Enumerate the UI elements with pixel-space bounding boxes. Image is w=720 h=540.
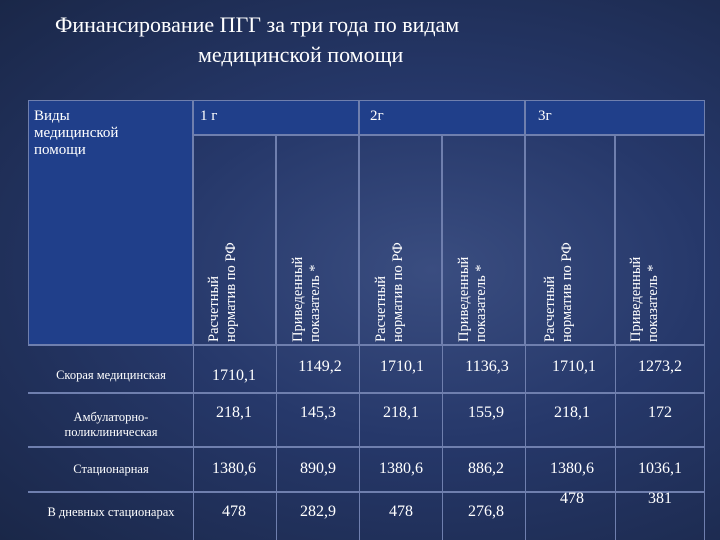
table-cell: 218,1 [216,404,252,421]
table-cell: 478 [222,503,246,520]
subheader-text-2 [290,257,324,342]
table-cell: 886,2 [468,460,504,477]
row-label-inpatient [16,462,206,477]
subheader-line: Расчетный [206,276,222,342]
row-label-line: Стационарная [73,462,149,476]
row-label-outpatient [16,410,206,440]
year-1-header-cell [193,100,359,135]
row-label-line: В дневных стационарах [47,505,175,519]
table-cell: 1710,1 [552,358,596,375]
subheader-line: норматив по РФ [390,242,406,342]
subheader-line: норматив по РФ [223,242,239,342]
body-col-line [704,345,705,540]
table-cell: 145,3 [300,404,336,421]
row-label-line: поликлиническая [64,425,158,439]
table-cell: 218,1 [554,404,590,421]
table-cell: 1036,1 [638,460,682,477]
subheader-text-5 [542,242,576,342]
subheader-text-1 [206,242,240,342]
subheader-line: Приведенный [290,256,306,342]
year-header-1: 1 г [200,108,218,124]
corner-header-line: Виды [34,108,70,124]
table-cell: 218,1 [383,404,419,421]
subheader-text-6 [628,257,662,342]
table-cell: 1149,2 [298,358,342,375]
row-label-ambulance [16,368,206,383]
table-cell: 276,8 [468,503,504,520]
table-cell: 155,9 [468,404,504,421]
row-label-day-hospital [16,505,206,520]
subheader-text-4 [456,257,490,342]
table-cell: 1273,2 [638,358,682,375]
row-label-line: Скорая медицинская [56,368,166,382]
subheader-line: показатель * [307,264,323,342]
table-cell: 890,9 [300,460,336,477]
corner-header-text [34,108,118,159]
table-cell: 282,9 [300,503,336,520]
subheader-text-3 [373,242,407,342]
year-2-header-cell [359,100,525,135]
table-cell: 172 [648,404,672,421]
table-cell: 478 [389,503,413,520]
subheader-line: Приведенный [456,256,472,342]
table-cell: 1380,6 [379,460,423,477]
subheader-line: Расчетный [373,276,389,342]
year-header-3: 3г [538,108,552,124]
table-cell: 1710,1 [380,358,424,375]
slide-title-line-1: Финансирование ПГГ за три года по видам [55,12,460,37]
year-3-header-cell [525,100,705,135]
subheader-line: показатель * [473,264,489,342]
table-cell: 1380,6 [212,460,256,477]
subheader-line: Расчетный [542,276,558,342]
row-label-line: Амбулаторно- [73,410,149,424]
corner-header-line: медицинской [34,125,119,141]
subheader-line: Приведенный [628,256,644,342]
table-cell: 478 [560,490,584,507]
table-cell: 381 [648,490,672,507]
table-cell: 1136,3 [465,358,509,375]
year-header-2: 2г [370,108,384,124]
subheader-line: норматив по РФ [559,242,575,342]
table-cell: 1380,6 [550,460,594,477]
slide-title-line-2: медицинской помощи [198,42,404,67]
subheader-line: показатель * [645,264,661,342]
table-cell: 1710,1 [212,367,256,384]
corner-header-line: помощи [34,142,86,158]
